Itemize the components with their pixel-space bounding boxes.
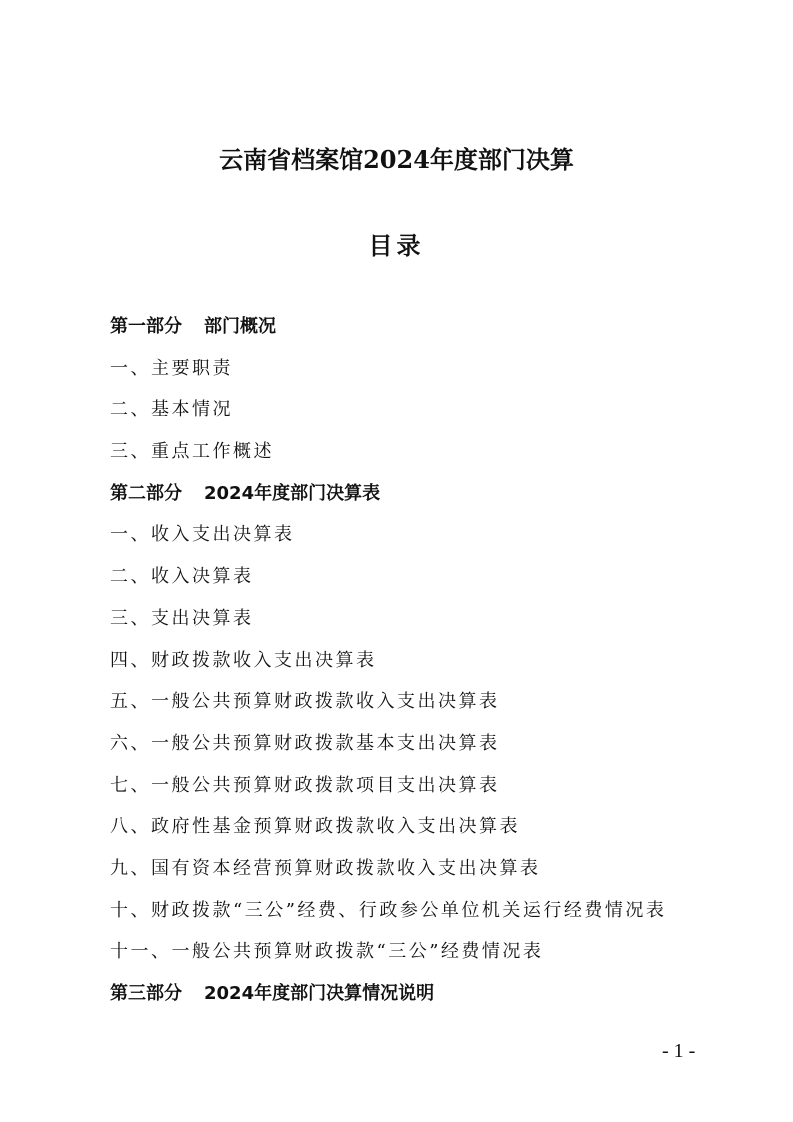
toc-item: 三、重点工作概述: [110, 441, 274, 463]
toc-item: 五、一般公共预算财政拨款收入支出决算表: [110, 691, 500, 713]
toc-item: 十一、一般公共预算财政拨款“三公”经费情况表: [110, 941, 544, 963]
toc-item: 十、财政拨款“三公”经费、行政参公单位机关运行经费情况表: [110, 899, 667, 921]
toc-part-3-number: 第三部分: [110, 983, 182, 1004]
toc-part-2: [110, 479, 750, 521]
toc-item: 一、收入支出决算表: [110, 524, 295, 546]
table-of-contents: [110, 312, 750, 1021]
toc-item: 二、基本情况: [110, 399, 233, 421]
toc-item: 三、支出决算表: [110, 607, 254, 629]
toc-item: 四、财政拨款收入支出决算表: [110, 649, 377, 671]
page-number: - 1 -: [662, 1040, 696, 1062]
toc-part-3: [110, 979, 750, 1021]
toc-part-1-number: 第一部分: [110, 316, 182, 337]
toc-item: 六、一般公共预算财政拨款基本支出决算表: [110, 732, 500, 754]
toc-item: 八、政府性基金预算财政拨款收入支出决算表: [110, 816, 520, 838]
toc-item: 九、国有资本经营预算财政拨款收入支出决算表: [110, 857, 541, 879]
toc-part-2-number: 第二部分: [110, 482, 182, 504]
toc-part-1: [110, 312, 750, 354]
toc-part-2-title: 2024年度部门决算表: [204, 482, 381, 504]
toc-item: 一、主要职责: [110, 357, 233, 379]
toc-part-1-title: 部门概况: [204, 316, 276, 337]
toc-item: 七、一般公共预算财政拨款项目支出决算表: [110, 774, 500, 796]
toc-heading: 目录: [368, 231, 425, 260]
toc-part-3-title: 2024年度部门决算情况说明: [204, 983, 435, 1004]
toc-item: 二、收入决算表: [110, 566, 254, 588]
document-title: 云南省档案馆2024年度部门决算: [219, 145, 574, 174]
